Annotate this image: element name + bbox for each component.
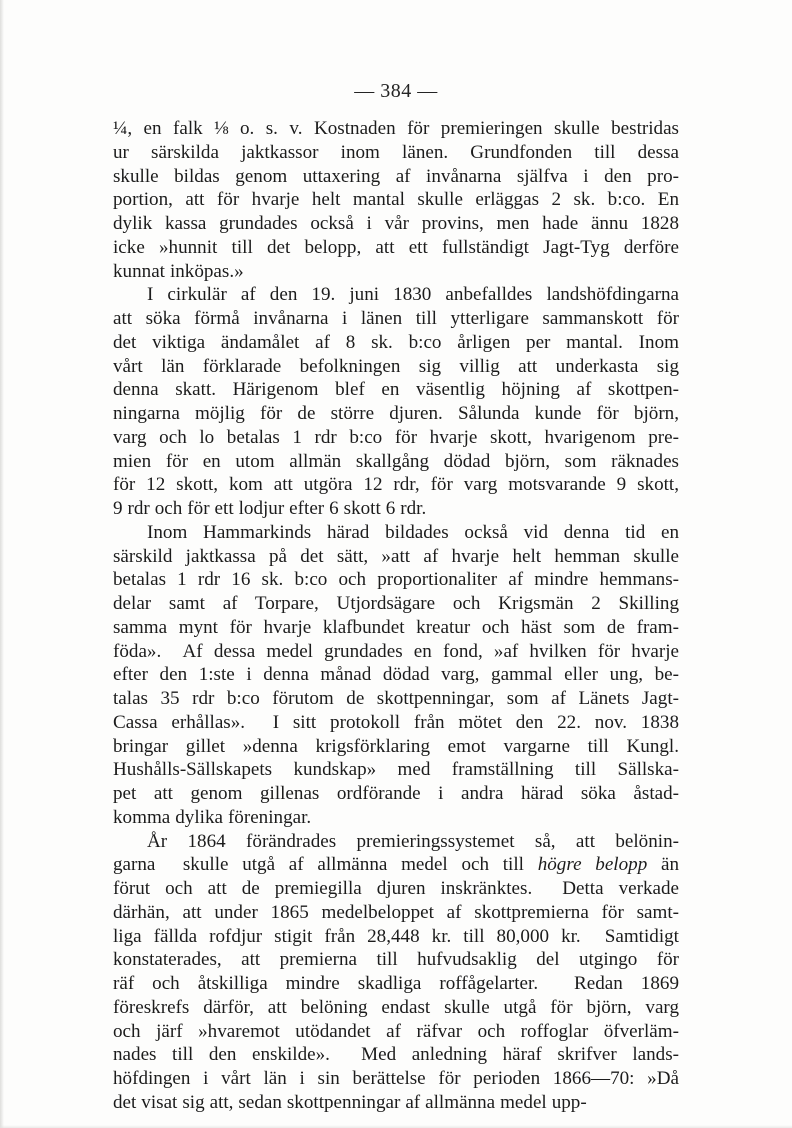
text-line: Hushålls-Sällskapets kundskap» med framställning till Sällska-	[113, 759, 679, 781]
text-line: ur särskilda jaktkassor inom länen. Grundfonden till dessa	[113, 141, 679, 163]
text-line: för 12 skott, kom att utgöra 12 rdr, för varg motsvarande 9 skott,	[113, 474, 679, 496]
text-line: föreskrefs därför, att belöning endast skulle utgå för björn, varg	[113, 996, 679, 1018]
para-ar-1864	[113, 830, 679, 1115]
text-line: dylik kassa grundades också i vår provins, men hade ännu 1828	[113, 213, 679, 234]
text-line: samma mynt för hvarje klafbundet kreatur och häst som de fram-	[113, 616, 679, 638]
text-line: delar samt af Torpare, Utjordsägare och Krigsmän 2 Skilling	[113, 593, 679, 614]
text-line: kunnat inköpas.»	[113, 260, 244, 282]
text-line: bringar gillet »denna krigsförklaring emot vargarne till Kungl.	[113, 735, 679, 757]
text-line: därhän, att under 1865 medelbeloppet af skottpremierna för samt-	[113, 901, 679, 923]
text-line: pet att genom gillenas ordförande i andra härad söka åstad-	[113, 783, 679, 804]
text-line: vårt län förklarade befolkningen sig villig att underkasta sig	[113, 355, 679, 377]
page-text-body	[113, 117, 679, 1115]
para-hammarkind	[113, 521, 679, 830]
text-line: skulle bildas genom uttaxering af invånarna själfva i den pro-	[113, 165, 679, 187]
text-line: liga fällda rofdjur stigit från 28,448 kr. till 80,000 kr. Samtidigt	[113, 925, 679, 947]
text-line: talas 35 rdr b:co förutom de skottpenningar, som af Länets Jagt-	[113, 688, 679, 709]
text-line: förut och att de premiegilla djuren inskränktes. Detta verkade	[113, 878, 679, 899]
text-line: I cirkulär af den 19. juni 1830 anbefalldes landshöfdingarna	[147, 284, 679, 306]
text-line: denna skatt. Härigenom blef en väsentlig höjning af skottpen-	[113, 379, 679, 401]
text-line: föda». Af dessa medel grundades en fond, »af hvilken för hvarje	[113, 640, 679, 662]
text-line: och järf »hvaremot utödandet af räfvar och roffoglar öfverläm-	[113, 1020, 679, 1042]
text-line: 9 rdr och för ett lodjur efter 6 skott 6 rdr.	[113, 498, 427, 519]
text-line: mien för en utom allmän skallgång dödad björn, som räknades	[113, 450, 679, 472]
text-line: varg och lo betalas 1 rdr b:co för hvarje skott, hvarigenom pre-	[113, 426, 679, 448]
text-line: ¼, en falk ⅛ o. s. v. Kostnaden för premieringen skulle bestridas	[113, 118, 679, 139]
text-line: höfdingen i vårt län i sin berättelse för perioden 1866—70: »Då	[113, 1068, 679, 1089]
text-line: År 1864 förändrades premieringssystemet så, att belönin-	[147, 830, 679, 852]
text-line: icke »hunnit till det belopp, att ett fullständigt Jagt-Tyg derföre	[113, 236, 679, 258]
text-line: Inom Hammarkinds härad bildades också vid denna tid en	[147, 521, 679, 543]
text-line: nades till den enskilde». Med anledning häraf skrifver lands-	[113, 1044, 679, 1066]
text-line: garna skulle utgå af allmänna medel och till högre belopp än	[113, 854, 680, 876]
para-jaktkassor	[113, 117, 679, 283]
text-line: betalas 1 rdr 16 sk. b:co och proportionaliter af mindre hemmans-	[113, 569, 679, 591]
text-line: portion, att för hvarje helt mantal skulle erläggas 2 sk. b:co. En	[113, 189, 679, 211]
para-cirkular-1830	[113, 283, 679, 521]
text-line: konstaterades, att premierna till hufvudsaklig del utgingo för	[113, 949, 679, 971]
text-line: särskild jaktkassa på det sätt, »att af hvarje helt hemman skulle	[113, 545, 679, 567]
text-line: att söka förmå invånarna i länen till ytterligare sammanskott för	[113, 308, 679, 329]
text-line: räf och åtskilliga mindre skadliga roffågelarter. Redan 1869	[113, 973, 679, 994]
text-line: det viktiga ändamålet af 8 sk. b:co årligen per mantal. Inom	[113, 331, 679, 353]
scan-edge-left	[0, 0, 4, 1128]
text-line: det visat sig att, sedan skottpenningar af allmänna medel upp-	[113, 1091, 587, 1113]
text-line: ningarna möjlig för de större djuren. Sålunda kunde för björn,	[113, 403, 679, 424]
page-number-header: — 384 —	[354, 80, 438, 102]
text-line: efter den 1:ste i denna månad dödad varg, gammal eller ung, be-	[113, 664, 679, 686]
text-line: komma dylika föreningar.	[113, 806, 312, 828]
text-line: Cassa erhållas». I sitt protokoll från mötet den 22. nov. 1838	[113, 711, 679, 733]
